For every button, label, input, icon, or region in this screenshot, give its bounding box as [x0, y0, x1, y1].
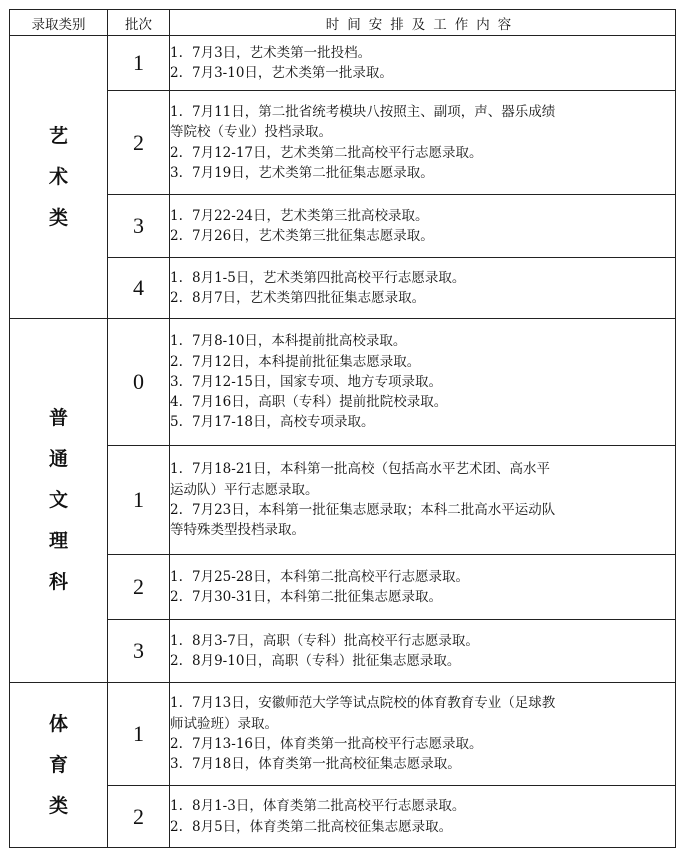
schedule-item: 1. 8月1-5日，艺术类第四批高校平行志愿录取。	[170, 269, 466, 286]
category-char: 理	[48, 530, 68, 552]
batch-number: 1	[108, 446, 170, 555]
table-body	[10, 36, 676, 848]
schedule-content	[170, 683, 676, 786]
schedule-item: 2. 7月30-31日，本科第二批征集志愿录取。	[170, 589, 443, 605]
batch-number: 3	[108, 195, 170, 258]
schedule-item: 2. 7月12日，本科提前批征集志愿录取。	[170, 353, 421, 370]
schedule-content	[170, 319, 676, 446]
category-char: 术	[48, 165, 68, 188]
schedule-item: 1. 7月13日，安徽师范大学等试点院校的体育教育专业（足球教 师试验班）录取。	[170, 695, 556, 732]
schedule-content	[170, 91, 676, 195]
schedule-item: 1. 7月11日，第二批省统考模块八按照主、副项，声、器乐成绩 等院校（专业）投档录取。	[170, 103, 556, 141]
batch-number: 1	[108, 683, 170, 786]
schedule-content	[170, 786, 676, 848]
schedule-item: 2. 7月26日，艺术类第三批征集志愿录取。	[170, 228, 434, 244]
category-char: 通	[48, 448, 68, 470]
schedule-item: 4. 7月16日，高职（专科）提前批院校录取。	[170, 394, 448, 411]
category-char: 文	[48, 489, 68, 511]
schedule-content	[170, 195, 676, 258]
batch-number: 4	[108, 258, 170, 319]
batch-number: 2	[108, 91, 170, 195]
category-char: 类	[48, 794, 68, 817]
schedule-content	[170, 258, 676, 319]
header-category: 录取类别	[10, 10, 108, 36]
header-batch: 批次	[108, 10, 170, 36]
schedule-item: 2. 7月13-16日，体育类第一批高校平行志愿录取。	[170, 736, 483, 752]
table-row	[10, 620, 676, 683]
admission-schedule-table	[9, 9, 676, 848]
schedule-item: 2. 7月3-10日，艺术类第一批录取。	[170, 65, 393, 81]
schedule-item: 2. 7月12-17日，艺术类第二批高校平行志愿录取。	[170, 144, 483, 161]
schedule-content	[170, 555, 676, 620]
schedule-item: 1. 7月8-10日，本科提前批高校录取。	[170, 333, 407, 350]
batch-number: 3	[108, 620, 170, 683]
batch-number: 2	[108, 786, 170, 848]
schedule-content	[170, 36, 676, 91]
schedule-item: 2. 8月9-10日，高职（专科）批征集志愿录取。	[170, 653, 461, 669]
table-row	[10, 36, 676, 91]
schedule-item: 3. 7月12-15日，国家专项、地方专项录取。	[170, 373, 443, 390]
table-row	[10, 195, 676, 258]
category-cell-general	[10, 319, 108, 683]
category-cell-sports	[10, 683, 108, 848]
category-char: 艺	[48, 124, 68, 147]
category-cell-art	[10, 36, 108, 319]
schedule-item: 1. 7月22-24日，艺术类第三批高校录取。	[170, 207, 429, 224]
table-row	[10, 258, 676, 319]
schedule-item: 3. 7月19日，艺术类第二批征集志愿录取。	[170, 164, 434, 181]
schedule-item: 2. 7月23日，本科第一批征集志愿录取；本科二批高水平运动队 等特殊类型投档录取。	[170, 502, 556, 539]
schedule-content	[170, 446, 676, 555]
schedule-item: 2. 8月5日，体育类第二批高校征集志愿录取。	[170, 818, 453, 835]
schedule-item: 1. 7月25-28日，本科第二批高校平行志愿录取。	[170, 568, 470, 585]
category-char: 普	[48, 407, 68, 429]
batch-number: 0	[108, 319, 170, 446]
category-char: 类	[48, 206, 68, 229]
table-row	[10, 446, 676, 555]
table-row	[10, 91, 676, 195]
category-char: 育	[48, 753, 68, 776]
schedule-item: 1. 7月18-21日，本科第一批高校（包括高水平艺术团、高水平 运动队）平行志愿录取。	[170, 461, 551, 498]
schedule-item: 1. 8月1-3日，体育类第二批高校平行志愿录取。	[170, 798, 466, 815]
batch-number: 1	[108, 36, 170, 91]
schedule-item: 2. 8月7日，艺术类第四批征集志愿录取。	[170, 290, 426, 306]
table-header-row	[10, 10, 676, 36]
category-char: 科	[48, 571, 68, 593]
table-row	[10, 786, 676, 848]
table-row	[10, 683, 676, 786]
schedule-item: 5. 7月17-18日，高校专项录取。	[170, 414, 375, 431]
category-char: 体	[48, 712, 68, 735]
table-row	[10, 555, 676, 620]
schedule-item: 1. 8月3-7日，高职（专科）批高校平行志愿录取。	[170, 632, 479, 649]
header-content: 时间安排及工作内容	[170, 10, 676, 36]
batch-number: 2	[108, 555, 170, 620]
schedule-item: 3. 7月18日，体育类第一批高校征集志愿录取。	[170, 756, 461, 773]
table-row	[10, 319, 676, 446]
schedule-item: 1. 7月3日，艺术类第一批投档。	[170, 44, 372, 61]
schedule-content	[170, 620, 676, 683]
